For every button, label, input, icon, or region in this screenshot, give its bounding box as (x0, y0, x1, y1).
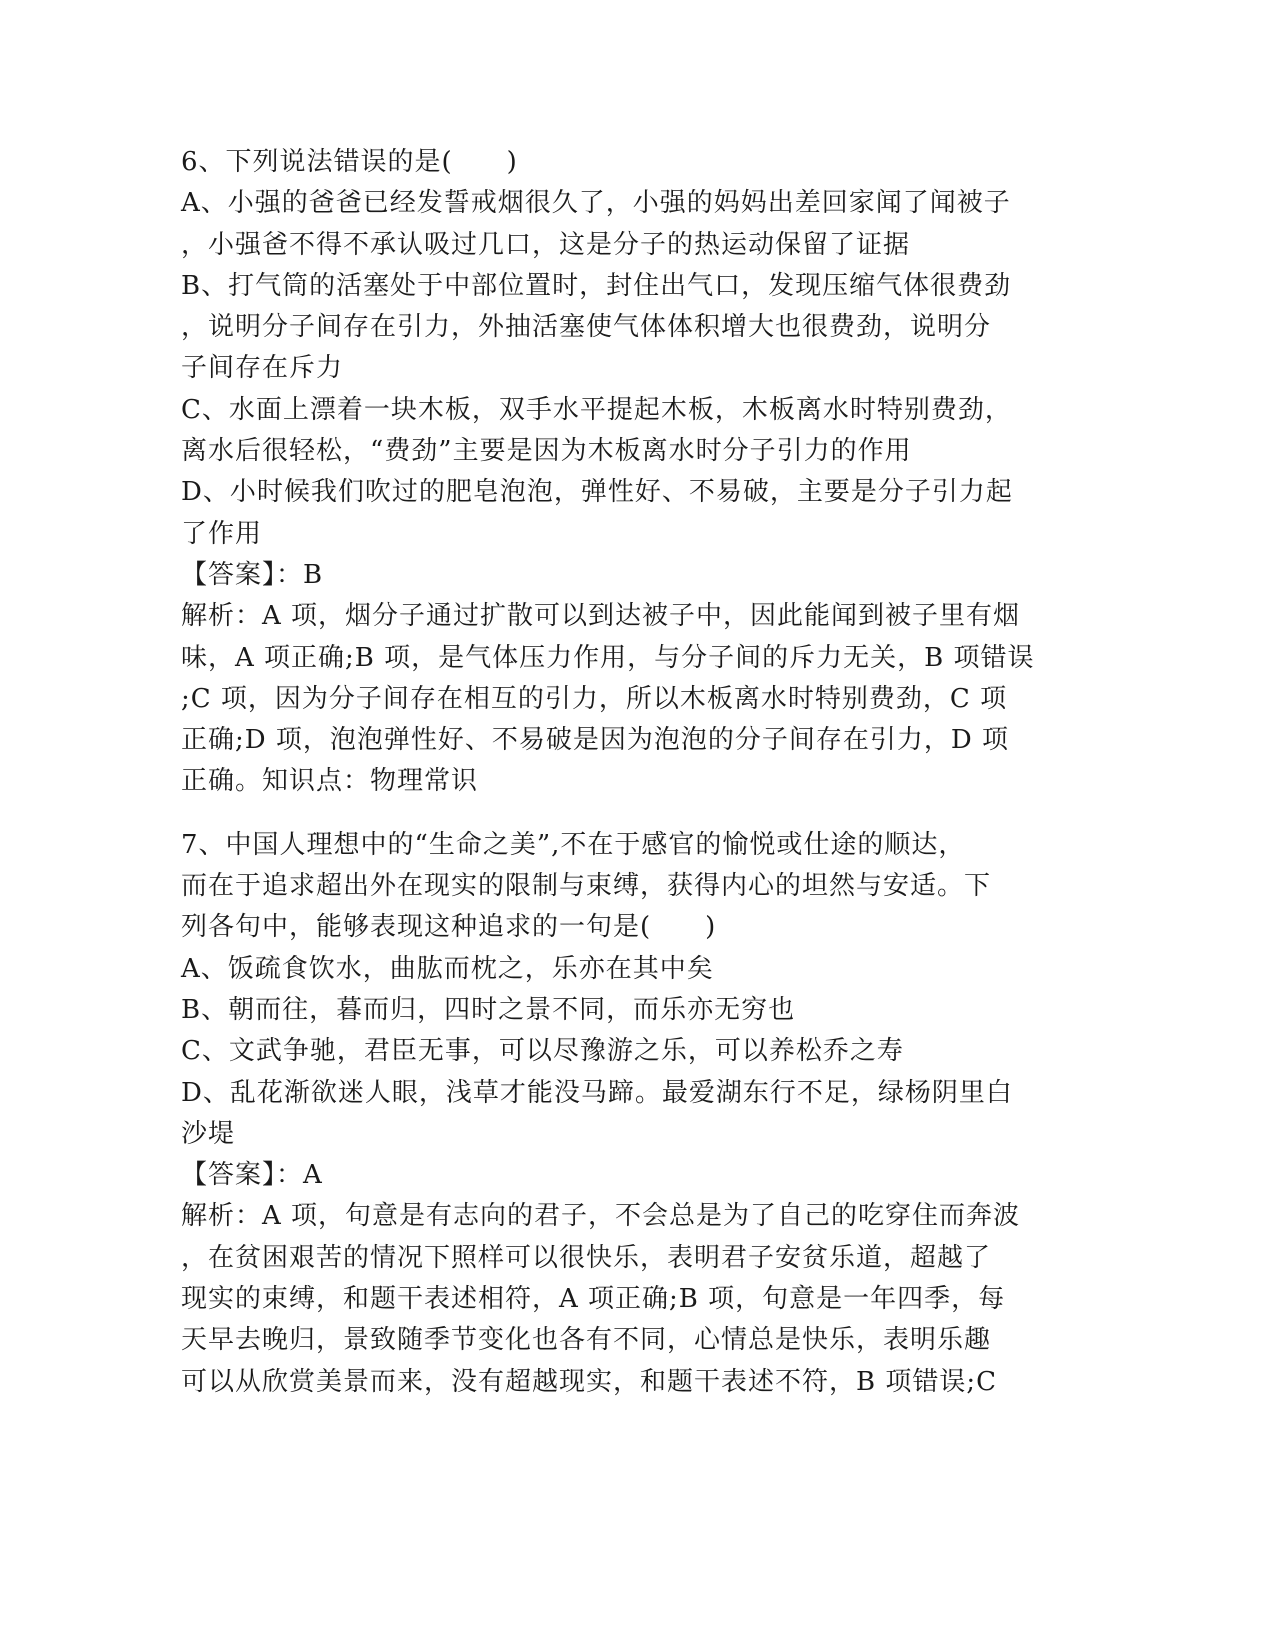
question-6-option-b-cont: 子间存在斥力 (181, 353, 344, 384)
question-7-option-a: A、饭疏食饮水，曲肱而枕之，乐亦在其中矣 (181, 953, 714, 984)
question-7-analysis-cont: 现实的束缚，和题干表述相符，A 项正确;B 项，句意是一年四季，每 (181, 1284, 1006, 1315)
question-6-answer: 【答案】：B (181, 559, 324, 590)
question-separator (181, 803, 1061, 825)
question-6-option-b-cont: ，说明分子间存在引力，外抽活塞使气体体积增大也很费劲，说明分 (181, 312, 992, 343)
question-7-stem-cont: 而在于追求超出外在现实的限制与束缚，获得内心的坦然与安适。下 (181, 871, 992, 902)
question-6-option-a-cont: ，小强爸不得不承认吸过几口，这是分子的热运动保留了证据 (181, 229, 911, 260)
question-6-stem: 6、下列说法错误的是( ) (181, 147, 518, 177)
question-6-option-c: C、水面上漂着一块木板，双手水平提起木板，木板离水时特别费劲， (181, 394, 1012, 425)
question-7-option-d: D、乱花渐欲迷人眼，浅草才能没马蹄。最爱湖东行不足，绿杨阴里白 (181, 1077, 1013, 1108)
question-7-stem-cont: 列各句中，能够表现这种追求的一句是( ) (181, 912, 717, 943)
question-7 (181, 825, 1061, 1403)
question-6 (181, 142, 1061, 803)
question-7-stem: 7、中国人理想中的“生命之美”,不在于感官的愉悦或仕途的顺达， (181, 829, 966, 860)
question-6-analysis-cont: 正确。知识点：物理常识 (181, 766, 479, 797)
question-7-option-d-cont: 沙堤 (181, 1118, 236, 1149)
question-6-option-c-cont: 离水后很轻松，“费劲”主要是因为木板离水时分子引力的作用 (181, 436, 912, 467)
question-6-analysis-cont: 味，A 项正确;B 项，是气体压力作用，与分子间的斥力无关，B 项错误 (181, 642, 1035, 673)
question-7-analysis-cont: 天早去晚归，景致随季节变化也各有不同，心情总是快乐，表明乐趣 (181, 1325, 992, 1356)
document-content (181, 142, 1061, 1403)
question-6-option-d-cont: 了作用 (181, 518, 263, 549)
question-6-option-b: B、打气筒的活塞处于中部位置时，封住出气口，发现压缩气体很费劲 (181, 270, 1012, 301)
question-7-analysis-cont: 可以从欣赏美景而来，没有超越现实，和题干表述不符，B 项错误;C (181, 1366, 998, 1397)
question-7-option-b: B、朝而往，暮而归，四时之景不同，而乐亦无穷也 (181, 994, 796, 1025)
question-6-analysis: 解析：A 项，烟分子通过扩散可以到达被子中，因此能闻到被子里有烟 (181, 601, 1021, 632)
question-7-answer: 【答案】：A (181, 1160, 323, 1191)
question-6-analysis-cont: 正确;D 项，泡泡弹性好、不易破是因为泡泡的分子间存在引力，D 项 (181, 725, 1009, 756)
question-6-option-d: D、小时候我们吹过的肥皂泡泡，弹性好、不易破，主要是分子引力起 (181, 477, 1013, 508)
question-6-analysis-cont: ;C 项，因为分子间存在相互的引力，所以木板离水时特别费劲，C 项 (181, 683, 1008, 714)
question-7-option-c: C、文武争驰，君臣无事，可以尽豫游之乐，可以养松乔之寿 (181, 1036, 904, 1067)
question-6-option-a: A、小强的爸爸已经发誓戒烟很久了，小强的妈妈出差回家闻了闻被子 (181, 188, 1011, 219)
question-7-analysis: 解析：A 项，句意是有志向的君子，不会总是为了自己的吃穿住而奔波 (181, 1201, 1021, 1232)
question-7-analysis-cont: ，在贫困艰苦的情况下照样可以很快乐，表明君子安贫乐道，超越了 (181, 1242, 992, 1273)
